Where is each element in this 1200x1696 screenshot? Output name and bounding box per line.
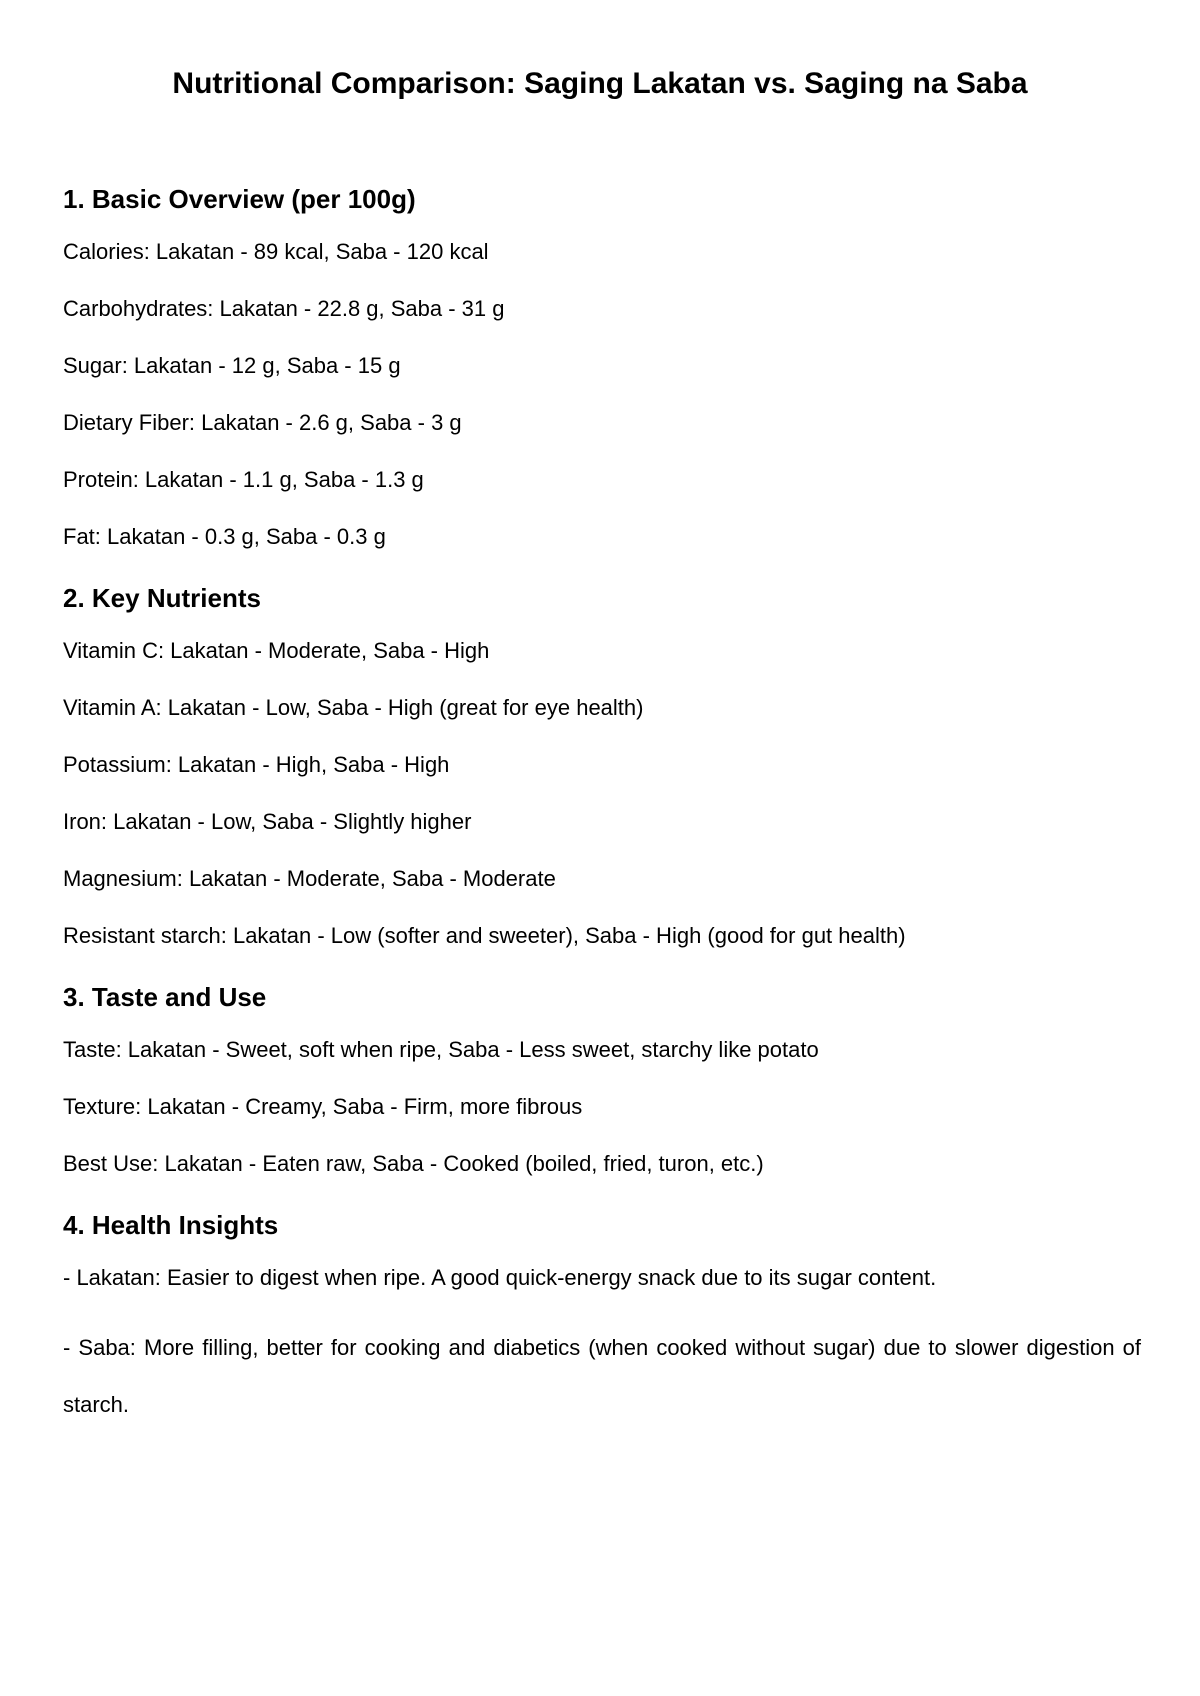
section-basic-overview [63,180,1141,553]
texture-line: Texture: Lakatan - Creamy, Saba - Firm, more fibrous [63,1094,583,1119]
nutrient-potassium: Potassium: Lakatan - High, Saba - High [63,752,450,777]
overview-dietary-fiber: Dietary Fiber: Lakatan - 2.6 g, Saba - 3 g [63,410,462,435]
taste-line: Taste: Lakatan - Sweet, soft when ripe, Saba - Less sweet, starchy like potato [63,1037,819,1062]
insight-lakatan: - Lakatan: Easier to digest when ripe. A good quick-energy snack due to its sugar content. [63,1265,937,1290]
document-title: Nutritional Comparison: Saging Lakatan vs. Saging na Saba [172,67,1028,100]
section-taste-and-use [63,978,1141,1180]
insight-saba: - Saba: More filling, better for cooking and diabetics (when cooked without sugar) due to slower digestion of starch. [63,1335,1141,1417]
overview-protein: Protein: Lakatan - 1.1 g, Saba - 1.3 g [63,467,424,492]
nutrient-magnesium: Magnesium: Lakatan - Moderate, Saba - Moderate [63,866,556,891]
overview-sugar: Sugar: Lakatan - 12 g, Saba - 15 g [63,353,401,378]
nutrient-resistant-starch: Resistant starch: Lakatan - Low (softer and sweeter), Saba - High (good for gut health) [63,923,906,948]
section-heading: 2. Key Nutrients [63,583,261,613]
section-heading: 1. Basic Overview (per 100g) [63,184,416,214]
section-heading: 3. Taste and Use [63,982,267,1012]
nutrient-vitamin-a: Vitamin A: Lakatan - Low, Saba - High (great for eye health) [63,695,644,720]
section-heading: 4. Health Insights [63,1210,279,1240]
section-health-insights [63,1206,1141,1433]
overview-fat: Fat: Lakatan - 0.3 g, Saba - 0.3 g [63,524,386,549]
document-body [63,180,1141,1433]
nutrient-vitamin-c: Vitamin C: Lakatan - Moderate, Saba - High [63,638,490,663]
nutrient-iron: Iron: Lakatan - Low, Saba - Slightly higher [63,809,472,834]
section-key-nutrients [63,579,1141,952]
best-use-line: Best Use: Lakatan - Eaten raw, Saba - Cooked (boiled, fried, turon, etc.) [63,1151,764,1176]
overview-carbohydrates: Carbohydrates: Lakatan - 22.8 g, Saba - 31 g [63,296,505,321]
overview-calories: Calories: Lakatan - 89 kcal, Saba - 120 kcal [63,239,489,264]
